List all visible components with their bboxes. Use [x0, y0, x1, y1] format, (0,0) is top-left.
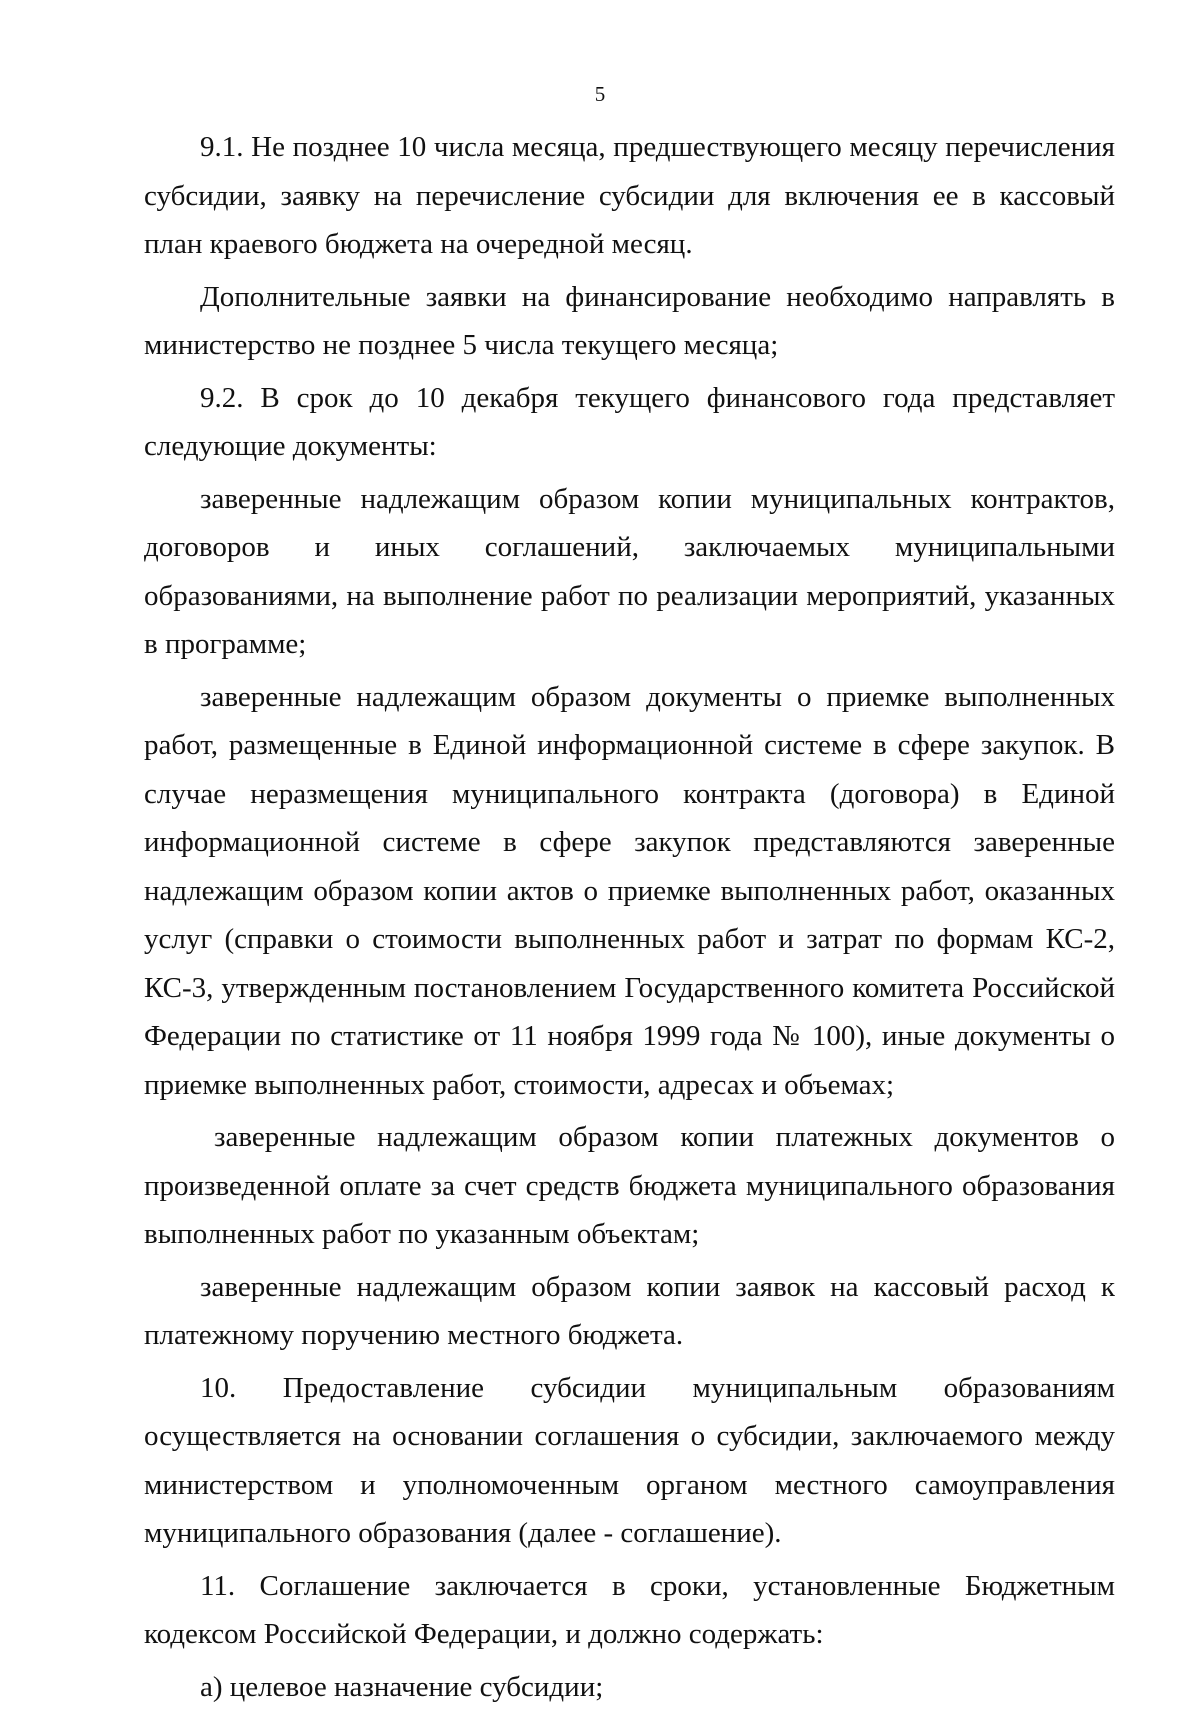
paragraph-payment-documents: заверенные надлежащим образом копии платежных документов о произведенной оплате за счет средств бюджета муниципального образования выполненных работ по указанным объектам; — [144, 1113, 1115, 1259]
paragraph-cash-requests: заверенные надлежащим образом копии заявок на кассовый расход к платежному поручению местного бюджета. — [144, 1263, 1115, 1360]
paragraph-11: 11. Соглашение заключается в сроки, установленные Бюджетным кодексом Российской Федерации, и должно содержать: — [144, 1562, 1115, 1659]
paragraph-contract-copies: заверенные надлежащим образом копии муниципальных контрактов, договоров и иных соглашений, заключаемых муниципальными образованиями, на выполнение работ по реализации мероприятий, указанных в программе; — [144, 475, 1115, 669]
paragraph-additional-requests: Дополнительные заявки на финансирование необходимо направлять в министерство не позднее 5 числа текущего месяца; — [144, 273, 1115, 370]
paragraph-9-2: 9.2. В срок до 10 декабря текущего финансового года представляет следующие документы: — [144, 374, 1115, 471]
page-number: 5 — [0, 84, 1200, 105]
paragraph-acceptance-documents: заверенные надлежащим образом документы о приемке выполненных работ, размещенные в Единой информационной системе в сфере закупок. В случае неразмещения муниципального контракта (договора) в Единой информационной системе в сфере закупок представляются заверенные надлежащим образом копии актов о приемке выполненных работ, оказанных услуг (справки о стоимости выполненных работ и затрат по формам КС-2, КС-3, утвержденным постановлением Государственного комитета Российской Федерации по статистике от 11 ноября 1999 года № 100), иные документы о приемке выполненных работ, стоимости, адресах и объемах; — [144, 673, 1115, 1110]
paragraph-9-1: 9.1. Не позднее 10 числа месяца, предшествующего месяцу перечисления субсидии, заявку на перечисление субсидии для включения ее в кассовый план краевого бюджета на очередной месяц. — [144, 123, 1115, 269]
document-body — [144, 123, 1115, 1711]
paragraph-10: 10. Предоставление субсидии муниципальным образованиям осуществляется на основании соглашения о субсидии, заключаемого между министерством и уполномоченным органом местного самоуправления муниципального образования (далее - соглашение). — [144, 1364, 1115, 1558]
paragraph-11-a: а) целевое назначение субсидии; — [144, 1663, 1115, 1711]
